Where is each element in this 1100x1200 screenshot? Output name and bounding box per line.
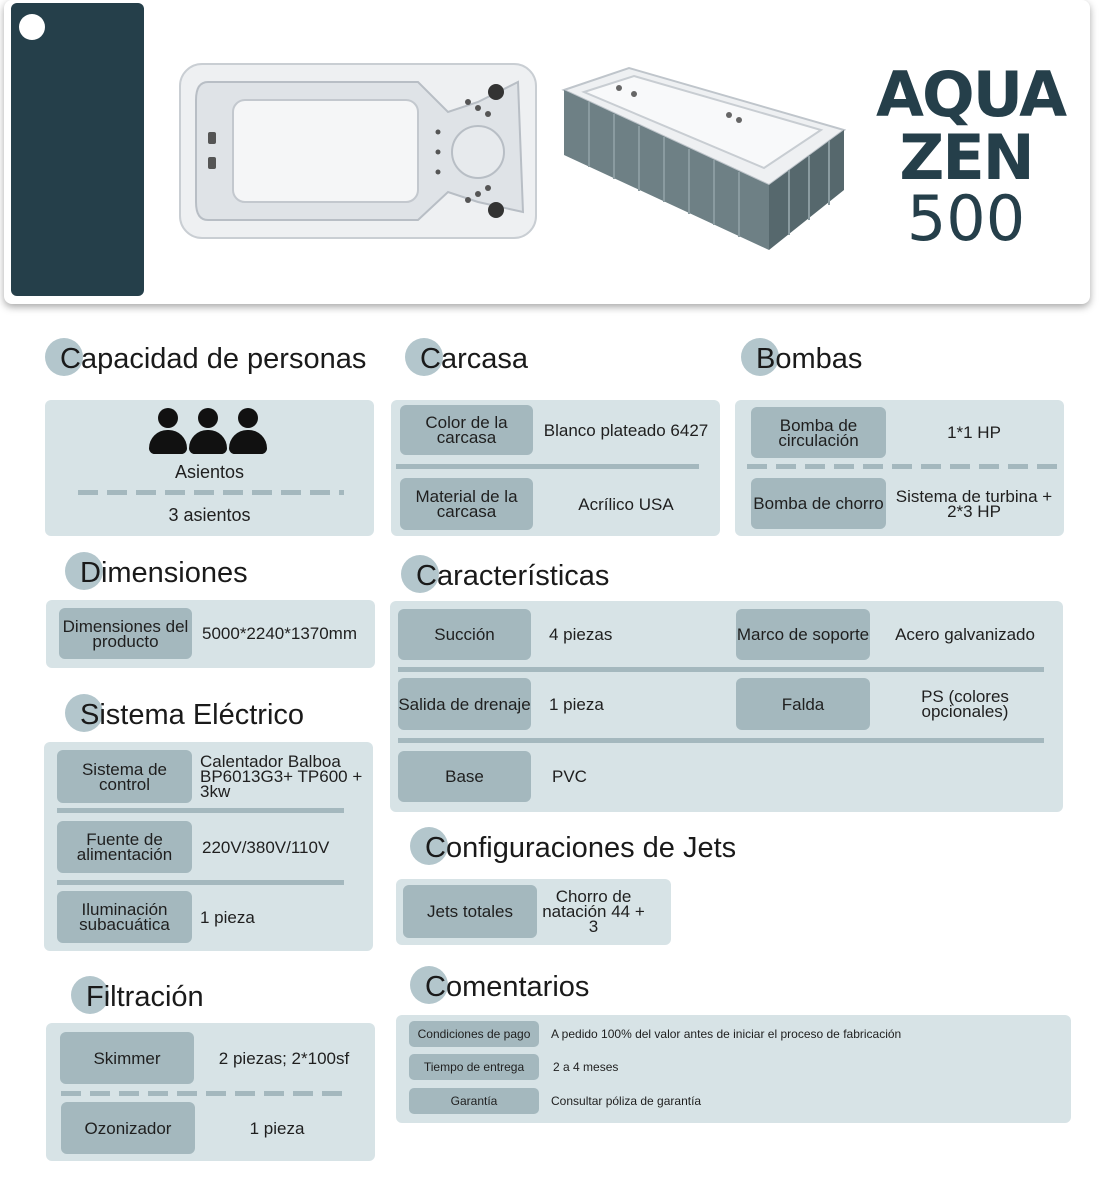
label-jets-totales: Jets totales xyxy=(403,885,537,938)
label-base: Base xyxy=(398,751,531,802)
section-title-filtracion: Filtración xyxy=(86,981,204,1014)
value-succion: 4 piezas xyxy=(549,625,613,644)
divider xyxy=(398,667,1044,672)
divider xyxy=(57,880,344,885)
value-falda: PS (colores opcionales) xyxy=(921,687,1009,721)
divider xyxy=(78,490,344,495)
divider xyxy=(396,464,699,469)
value-iluminacion: 1 pieza xyxy=(200,907,255,927)
value-garantia: Consultar póliza de garantía xyxy=(551,1094,702,1108)
hero-banner xyxy=(4,0,1090,304)
seats-value: 3 asientos xyxy=(168,505,251,525)
divider xyxy=(57,808,344,813)
value-condiciones-pago: A pedido 100% del valor antes de iniciar el proceso de fabricación xyxy=(551,1027,902,1041)
label-garantia: Garantía xyxy=(409,1088,539,1114)
value-sistema-control: Calentador Balboa BP6013G3+ TP600 + 3kw xyxy=(200,752,363,801)
label-marco-soporte: Marco de soporte xyxy=(736,609,870,660)
section-title-comentarios: Comentarios xyxy=(425,971,589,1004)
section-title-electrico: Sistema Eléctrico xyxy=(80,699,304,732)
label-bomba-chorro: Bomba de chorro xyxy=(751,478,886,529)
value-marco-soporte: Acero galvanizado xyxy=(895,625,1035,644)
label-succion: Succión xyxy=(398,609,531,660)
label-condiciones-pago: Condiciones de pago xyxy=(409,1021,539,1047)
spa-top-view-image xyxy=(178,62,538,240)
brand-logo xyxy=(876,58,1066,255)
label-tiempo-entrega: Tiempo de entrega xyxy=(409,1054,539,1080)
label-sistema-control: Sistema de control xyxy=(57,750,192,803)
value-material-carcasa: Acrílico USA xyxy=(578,494,674,514)
label-falda: Falda xyxy=(736,678,870,730)
label-skimmer: Skimmer xyxy=(60,1032,194,1084)
label-color-carcasa: Color de la carcasa xyxy=(400,405,533,455)
brand-line-1: AQUA xyxy=(876,58,1066,131)
value-jets-totales: Chorro de natación 44 + 3 xyxy=(542,887,645,936)
label-bomba-circulacion: Bomba de circulación xyxy=(751,407,886,458)
panel-comentarios xyxy=(396,1015,1071,1123)
divider xyxy=(398,738,1044,743)
brand-line-3: 500 xyxy=(906,182,1026,255)
label-ozonizador: Ozonizador xyxy=(61,1102,195,1154)
side-color-band xyxy=(11,3,144,296)
panel-electrico xyxy=(44,742,373,951)
panel-capacidad xyxy=(45,400,374,536)
people-icon xyxy=(149,408,271,454)
value-tiempo-entrega: 2 a 4 meses xyxy=(553,1060,619,1074)
value-base: PVC xyxy=(552,767,587,786)
label-material-carcasa: Material de la carcasa xyxy=(400,478,533,530)
seats-label: Asientos xyxy=(174,462,245,482)
label-fuente-alimentacion: Fuente de alimentación xyxy=(57,821,192,873)
value-bomba-circulacion: 1*1 HP xyxy=(947,423,1001,442)
panel-carcasa xyxy=(391,400,720,536)
section-title-caracteristicas: Características xyxy=(416,560,609,593)
panel-bombas xyxy=(735,400,1064,536)
decorative-dot xyxy=(19,14,45,40)
section-title-jets: Configuraciones de Jets xyxy=(425,832,736,865)
value-fuente-alimentacion: 220V/380V/110V xyxy=(202,837,330,857)
divider xyxy=(61,1091,345,1096)
label-iluminacion: Iluminación subacuática xyxy=(57,891,192,943)
section-title-bombas: Bombas xyxy=(756,343,862,376)
value-bomba-chorro: Sistema de turbina + 2*3 HP xyxy=(895,486,1053,521)
section-title-capacidad: Capacidad de personas xyxy=(60,343,366,376)
brand-line-2: ZEN xyxy=(899,121,1033,194)
label-dimensiones-producto: Dimensiones del producto xyxy=(59,608,192,659)
divider xyxy=(747,464,1059,469)
value-skimmer: 2 piezas; 2*100sf xyxy=(218,1048,350,1068)
panel-filtracion xyxy=(46,1023,375,1161)
spa-perspective-image xyxy=(559,60,849,255)
panel-caracteristicas xyxy=(390,601,1063,812)
section-title-dimensiones: Dimensiones xyxy=(80,557,248,590)
section-title-carcasa: Carcasa xyxy=(420,343,528,376)
panel-jets xyxy=(396,879,671,945)
value-color-carcasa: Blanco plateado 6427 xyxy=(543,420,709,440)
panel-dimensiones xyxy=(46,600,375,668)
value-dimensiones-producto: 5000*2240*1370mm xyxy=(202,624,358,643)
value-salida-drenaje: 1 pieza xyxy=(549,694,604,714)
value-ozonizador: 1 pieza xyxy=(249,1118,305,1138)
label-salida-drenaje: Salida de drenaje xyxy=(398,678,531,730)
